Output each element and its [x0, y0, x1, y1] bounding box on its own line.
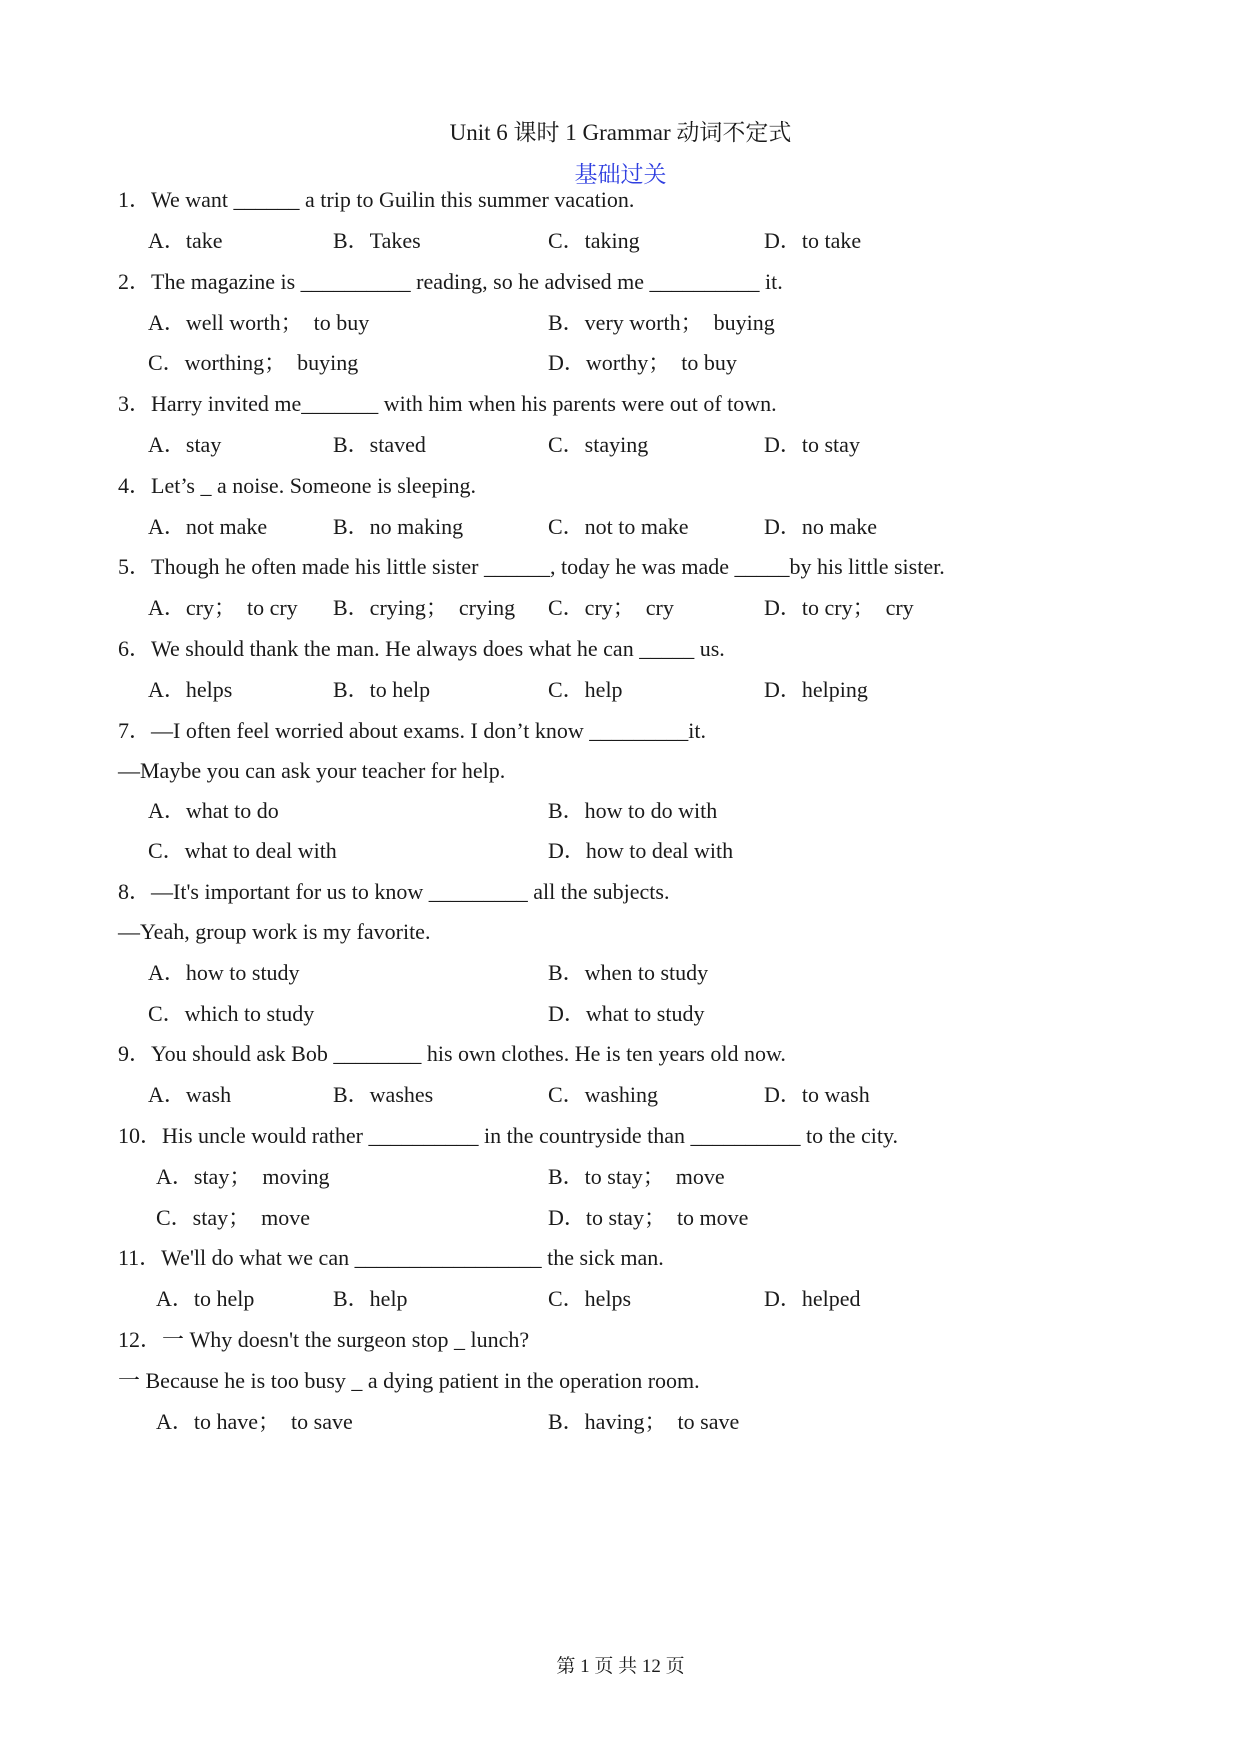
q2-option-d: D．worthy； to buy	[548, 350, 737, 375]
q11-option-b: B．help	[333, 1286, 408, 1311]
q8-option-a: A．how to study	[148, 960, 300, 985]
q8-option-d: D．what to study	[548, 1001, 705, 1026]
question-6: 6．We should thank the man. He always does what he can _____ us.	[118, 636, 725, 661]
section-heading: 基础过关	[574, 162, 667, 187]
q12-option-a: A．to have； to save	[156, 1409, 353, 1434]
question-8-reply: —Yeah, group work is my favorite.	[118, 919, 431, 944]
page-title: Unit 6 课时 1 Grammar 动词不定式	[449, 120, 792, 145]
q5-option-c: C．cry； cry	[548, 595, 674, 620]
q10-option-b: B．to stay； move	[548, 1164, 725, 1189]
q3-option-c: C．staying	[548, 432, 649, 457]
q3-option-b: B．staved	[333, 432, 426, 457]
q10-option-d: D．to stay； to move	[548, 1205, 749, 1230]
q9-option-d: D．to wash	[764, 1082, 870, 1107]
q11-option-a: A．to help	[156, 1286, 255, 1311]
question-7-reply: —Maybe you can ask your teacher for help.	[118, 758, 506, 783]
q2-option-a: A．well worth； to buy	[148, 310, 370, 335]
question-12-reply: 一 Because he is too busy _ a dying patient in the operation room.	[118, 1368, 700, 1393]
q9-option-a: A．wash	[148, 1082, 232, 1107]
q4-option-d: D．no make	[764, 514, 878, 539]
q9-option-c: C．washing	[548, 1082, 659, 1107]
q3-option-d: D．to stay	[764, 432, 860, 457]
q6-option-b: B．to help	[333, 677, 431, 702]
question-7: 7．—I often feel worried about exams. I don’t know _________it.	[118, 718, 706, 743]
q7-option-a: A．what to do	[148, 798, 279, 823]
q6-option-a: A．helps	[148, 677, 233, 702]
q4-option-b: B．no making	[333, 514, 464, 539]
q5-option-a: A．cry； to cry	[148, 595, 298, 620]
q8-option-b: B．when to study	[548, 960, 709, 985]
q1-option-c: C．taking	[548, 228, 640, 253]
question-2: 2．The magazine is __________ reading, so he advised me __________ it.	[118, 269, 783, 294]
q9-option-b: B．washes	[333, 1082, 434, 1107]
q4-option-c: C．not to make	[548, 514, 689, 539]
question-1: 1．We want ______ a trip to Guilin this summer vacation.	[118, 187, 635, 212]
question-11: 11．We'll do what we can _________________ the sick man.	[118, 1245, 664, 1270]
q7-option-b: B．how to do with	[548, 798, 718, 823]
q7-option-d: D．how to deal with	[548, 838, 734, 863]
q10-option-a: A．stay； moving	[156, 1164, 330, 1189]
q1-option-b: B．Takes	[333, 228, 421, 253]
question-5: 5．Though he often made his little sister ______, today he was made _____by his little sister.	[118, 554, 945, 579]
q10-option-c: C．stay； move	[156, 1205, 310, 1230]
q2-option-b: B．very worth； buying	[548, 310, 775, 335]
q6-option-c: C．help	[548, 677, 623, 702]
question-9: 9．You should ask Bob ________ his own clothes. He is ten years old now.	[118, 1041, 786, 1066]
question-4: 4．Let’s _ a noise. Someone is sleeping.	[118, 473, 477, 498]
q2-option-c: C．worthing； buying	[148, 350, 359, 375]
q11-option-c: C．helps	[548, 1286, 632, 1311]
q5-option-b: B．crying； crying	[333, 595, 516, 620]
q6-option-d: D．helping	[764, 677, 868, 702]
q11-option-d: D．helped	[764, 1286, 861, 1311]
q12-option-b: B．having； to save	[548, 1409, 740, 1434]
question-3: 3．Harry invited me_______ with him when his parents were out of town.	[118, 391, 777, 416]
q4-option-a: A．not make	[148, 514, 268, 539]
question-12: 12．一 Why doesn't the surgeon stop _ lunch?	[118, 1327, 530, 1352]
question-10: 10．His uncle would rather __________ in the countryside than __________ to the city.	[118, 1123, 899, 1148]
q5-option-d: D．to cry； cry	[764, 595, 914, 620]
question-8: 8．—It's important for us to know _________ all the subjects.	[118, 879, 670, 904]
q3-option-a: A．stay	[148, 432, 222, 457]
q1-option-d: D．to take	[764, 228, 862, 253]
q7-option-c: C．what to deal with	[148, 838, 337, 863]
q1-option-a: A．take	[148, 228, 223, 253]
page-footer: 第 1 页 共 12 页	[556, 1656, 685, 1677]
q8-option-c: C．which to study	[148, 1001, 315, 1026]
